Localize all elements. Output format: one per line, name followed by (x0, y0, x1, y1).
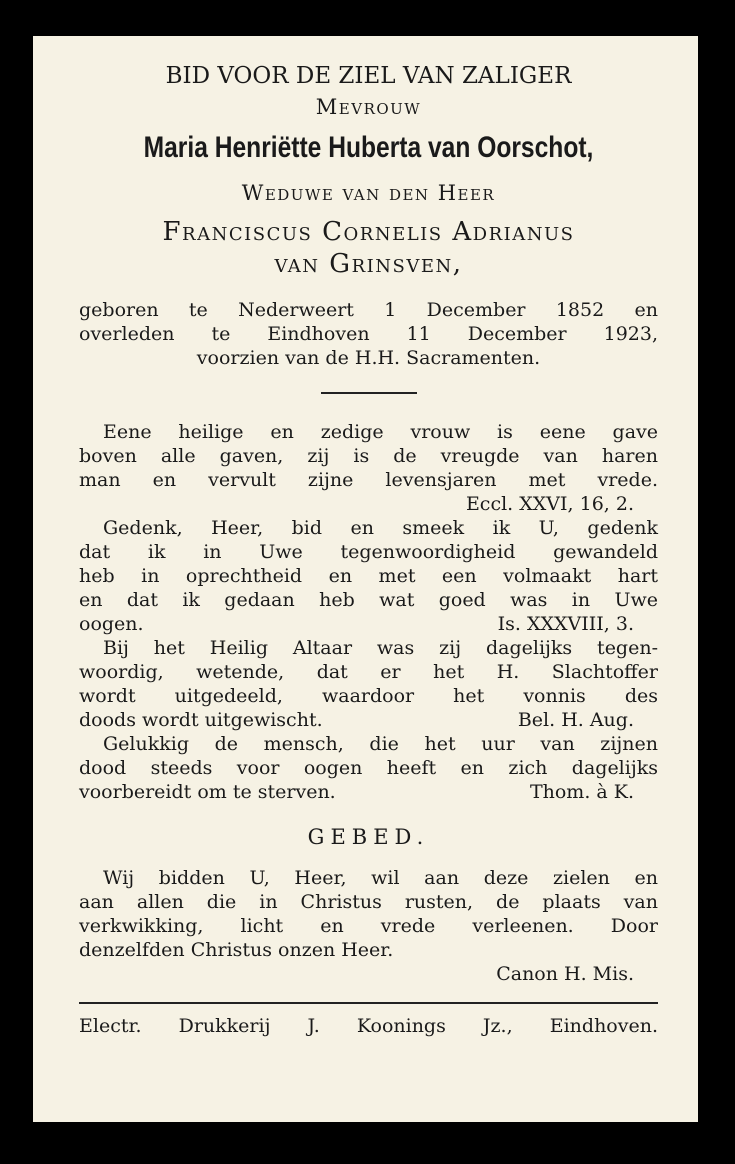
prayer-card (33, 36, 698, 1122)
quote-line: wordt uitgedeeld, waardoor het vonnis des (79, 685, 658, 707)
quote-line: dat ik in Uwe tegenwoordigheid gewandeld (79, 541, 658, 563)
quote-line: man en vervult zijne levensjaren met vrede. (79, 469, 658, 491)
prayer-line: verkwikking, licht en vrede verleenen. Door (79, 915, 658, 937)
quote-line: woordig, wetende, dat er het H. Slachtoffer (79, 661, 658, 683)
quote-last-text: voorbereidt om te sterven. (79, 781, 336, 803)
quote-last-line (79, 780, 658, 804)
quote-thomas-a-kempis (79, 732, 658, 804)
widow-of-line: Weduwe van den Heer (241, 181, 496, 205)
quote-reference: Eccl. XXVI, 16, 2. (465, 493, 634, 515)
birth-line: geboren te Nederweert 1 December 1852 en (79, 299, 658, 321)
quote-line: heb in oprechtheid en met een volmaakt hart (79, 565, 658, 587)
quote-line: en dat ik gedaan heb wat goed was in Uwe (79, 589, 658, 611)
prayer-title: GEBED. (307, 825, 430, 849)
heading-line-1: BID VOOR DE ZIEL VAN ZALIGER (165, 63, 572, 89)
quote-reference: Thom. à K. (529, 781, 634, 803)
prayer-last-line: denzelfden Christus onzen Heer. (79, 939, 394, 961)
prayer-line: Wij bidden U, Heer, wil aan deze zielen en (103, 867, 658, 889)
quote-line: dood steeds voor oogen heeft en zich dagelijks (79, 757, 658, 779)
prayer-line: aan allen die in Christus rusten, de plaats van (79, 891, 658, 913)
quote-last-line (79, 612, 658, 636)
quote-line: Gedenk, Heer, bid en smeek ik U, gedenk (103, 517, 658, 539)
heading-title-mevrouw: Mevrouw (315, 95, 422, 119)
death-line: overleden te Eindhoven 11 December 1923, (79, 323, 658, 345)
deceased-name: Maria Henriëtte Huberta van Oorschot, (143, 131, 594, 164)
quote-last-text: oogen. (79, 613, 144, 635)
prayer-block (79, 866, 658, 986)
long-divider (79, 1002, 658, 1004)
quote-isaiah (79, 516, 658, 636)
quote-line: Bij het Heilig Altaar was zij dagelijks tegen- (103, 637, 658, 659)
quote-reference: Bel. H. Aug. (517, 709, 634, 731)
quote-ecclesiasticus (79, 420, 658, 516)
printer-imprint: Electr. Drukkerij J. Koonings Jz., Eindhoven. (79, 1015, 658, 1037)
quote-line: Gelukkig de mensch, die het uur van zijnen (103, 733, 658, 755)
quote-augustine (79, 636, 658, 732)
quote-line: boven alle gaven, zij is de vreugde van haren (79, 445, 658, 467)
quote-last-line (79, 708, 658, 732)
birth-death-block (79, 298, 658, 370)
short-divider (321, 392, 417, 394)
sacraments-line: voorzien van de H.H. Sacramenten. (196, 347, 541, 369)
quote-line: Eene heilige en zedige vrouw is eene gave (103, 421, 658, 443)
husband-name-line-1: Franciscus Cornelis Adrianus (162, 217, 575, 247)
quote-last-text: doods wordt uitgewischt. (79, 709, 323, 731)
prayer-reference: Canon H. Mis. (496, 963, 634, 985)
quote-reference: Is. XXXVIII, 3. (497, 613, 634, 635)
husband-name-line-2: van Grinsven, (274, 249, 463, 279)
